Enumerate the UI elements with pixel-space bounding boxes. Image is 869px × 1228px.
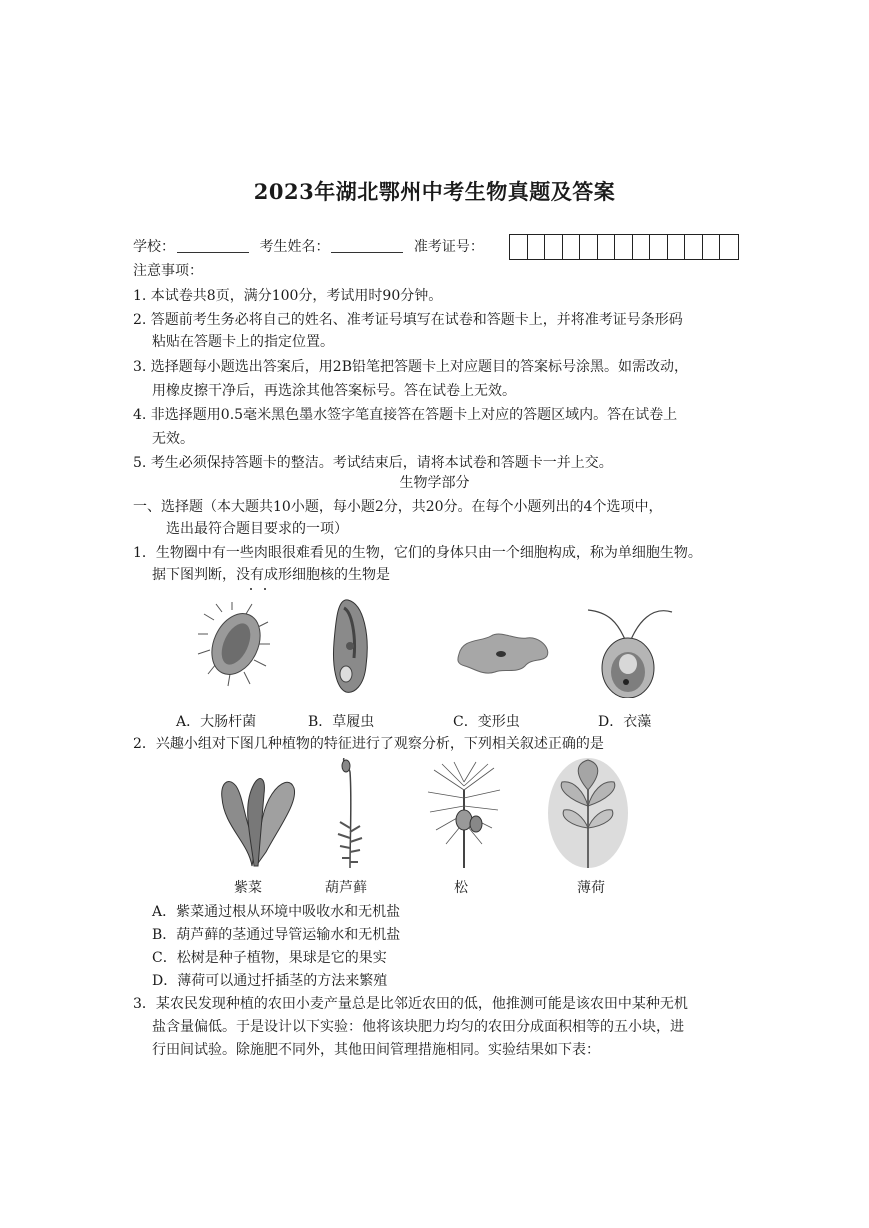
note-item: 1. 本试卷共8页，满分100分，考试用时90分钟。 — [133, 288, 443, 304]
emphasis-dot — [250, 588, 252, 590]
id-box[interactable] — [563, 235, 581, 259]
id-box[interactable] — [580, 235, 598, 259]
page-title: 2023年湖北鄂州中考生物真题及答案 — [253, 179, 616, 204]
q2-caption-mint: 薄荷 — [577, 880, 605, 896]
pine-image — [424, 760, 506, 870]
name-label: 考生姓名： — [259, 239, 330, 255]
q1-option-b[interactable]: B．草履虫 — [308, 714, 375, 730]
note-item: 粘贴在答题卡上的指定位置。 — [152, 334, 334, 350]
q1-option-d[interactable]: D．衣藻 — [598, 714, 652, 730]
id-box[interactable] — [510, 235, 528, 259]
mint-image — [546, 756, 630, 870]
question-2-text: 2．兴趣小组对下图几种植物的特征进行了观察分析，下列相关叙述正确的是 — [133, 736, 604, 752]
question-3-text: 3．某农民发现种植的农田小麦产量总是比邻近农田的低，他推测可能是该农田中某种无机 — [133, 996, 688, 1012]
q2-caption-moss: 葫芦藓 — [325, 880, 367, 896]
q1-option-c[interactable]: C．变形虫 — [453, 714, 520, 730]
question-3-text-cont: 盐含量偏低。于是设计以下实验：他将该块肥力均匀的农田分成面积相等的五小块，进 — [152, 1019, 684, 1035]
id-box[interactable] — [633, 235, 651, 259]
exam-id-boxes[interactable] — [509, 234, 739, 260]
amoeba-image — [455, 628, 555, 678]
question-1-text: 1．生物圈中有一些肉眼很难看见的生物，它们的身体只由一个细胞构成，称为单细胞生物。 — [133, 545, 702, 561]
q2-caption-pine: 松 — [454, 880, 468, 896]
section-heading-cont: 选出最符合题目要求的一项） — [166, 521, 348, 537]
q2-option-b[interactable]: B．葫芦藓的茎通过导管运输水和无机盐 — [152, 927, 401, 943]
paramecium-image — [326, 596, 376, 696]
q2-option-a[interactable]: A．紫菜通过根从环境中吸收水和无机盐 — [152, 904, 401, 920]
school-blank[interactable] — [177, 238, 249, 253]
id-box[interactable] — [668, 235, 686, 259]
note-item: 2. 答题前考生务必将自己的姓名、准考证号填写在试卷和答题卡上，并将准考证号条形码 — [133, 312, 683, 328]
q1-option-a[interactable]: A．大肠杆菌 — [176, 714, 257, 730]
id-label: 准考证号： — [413, 239, 484, 255]
question-1-text-cont: 据下图判断，没有成形细胞核的生物是 — [152, 567, 390, 583]
note-item: 4. 非选择题用0.5毫米黑色墨水签字笔直接答在答题卡上对应的答题区域内。答在试卷上 — [133, 407, 678, 423]
emphasis-dot — [264, 588, 266, 590]
id-box[interactable] — [545, 235, 563, 259]
note-item: 无效。 — [152, 431, 194, 447]
id-box[interactable] — [703, 235, 721, 259]
exam-info-line — [133, 237, 484, 257]
chlamydomonas-image — [582, 602, 676, 698]
q2-option-c[interactable]: C．松树是种子植物，果球是它的果实 — [152, 950, 387, 966]
name-blank[interactable] — [331, 238, 403, 253]
e-coli-image — [196, 600, 276, 692]
id-box[interactable] — [615, 235, 633, 259]
moss-image — [330, 758, 370, 870]
id-box[interactable] — [528, 235, 546, 259]
q2-option-d[interactable]: D．薄荷可以通过扦插茎的方法来繁殖 — [152, 973, 388, 989]
section-part-title: 生物学部分 — [399, 475, 470, 491]
section-heading: 一、选择题（本大题共10小题，每小题2分，共20分。在每个小题列出的4个选项中， — [133, 499, 663, 515]
school-label: 学校： — [133, 239, 175, 255]
laver-image — [214, 772, 304, 870]
id-box[interactable] — [720, 235, 738, 259]
note-item: 3. 选择题每小题选出答案后，用2B铅笔把答题卡上对应题目的答案标号涂黑。如需改动， — [133, 359, 689, 375]
id-box[interactable] — [650, 235, 668, 259]
id-box[interactable] — [685, 235, 703, 259]
id-box[interactable] — [598, 235, 616, 259]
notes-heading: 注意事项： — [133, 263, 203, 279]
question-3-text-cont: 行田间试验。除施肥不同外，其他田间管理措施相同。实验结果如下表： — [152, 1042, 600, 1058]
q2-caption-laver: 紫菜 — [234, 880, 262, 896]
note-item: 5. 考生必须保持答题卡的整洁。考试结束后，请将本试卷和答题卡一并上交。 — [133, 455, 613, 471]
note-item: 用橡皮擦干净后，再选涂其他答案标号。答在试卷上无效。 — [152, 383, 516, 399]
